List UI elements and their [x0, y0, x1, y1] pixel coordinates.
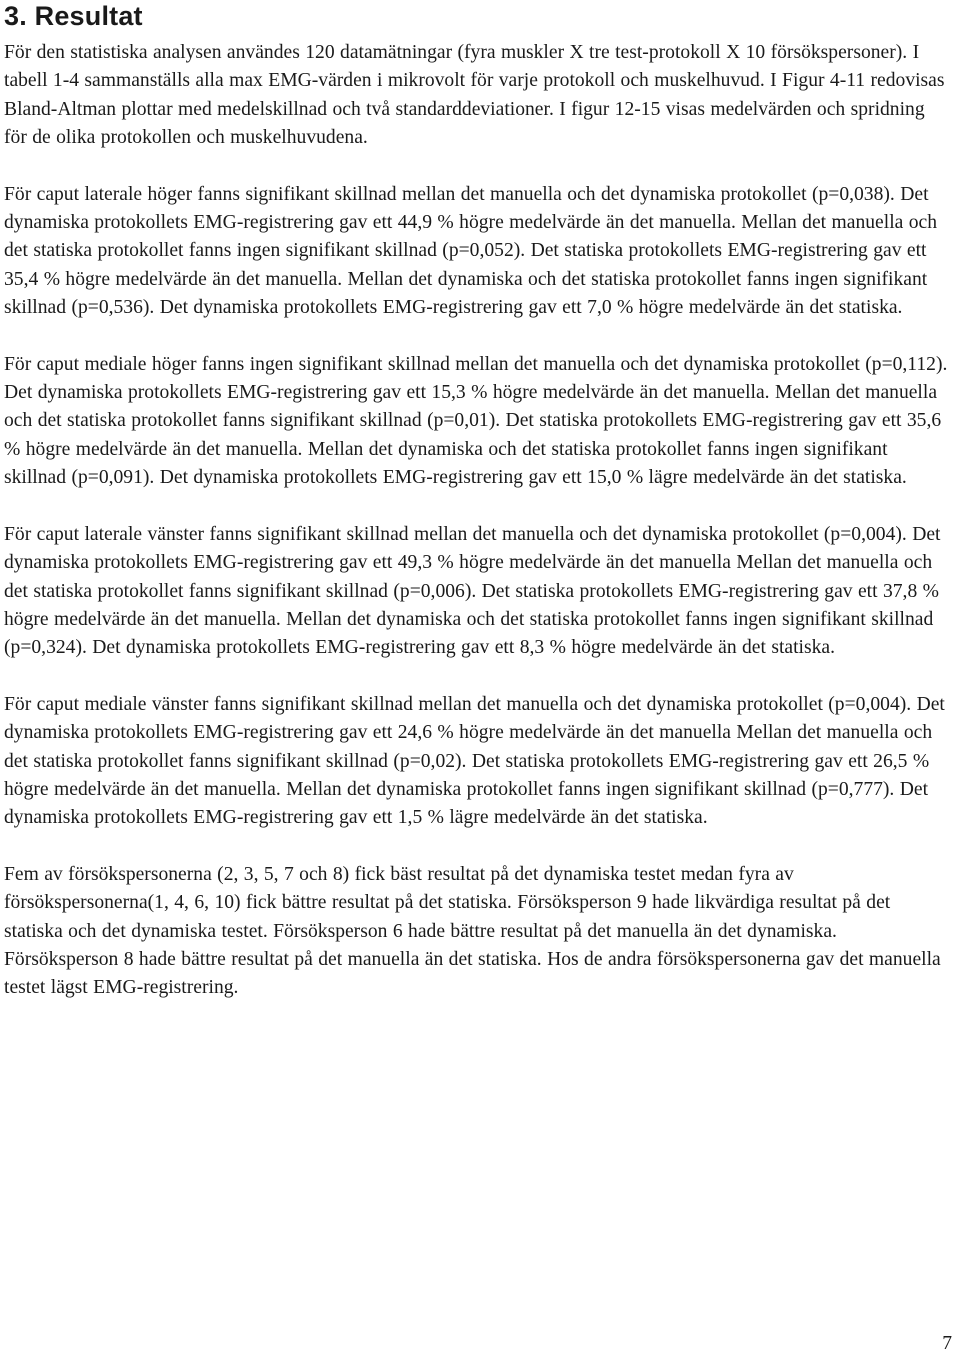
- paragraph-caput-laterale-hoger: För caput laterale höger fanns signifikant skillnad mellan det manuella och det dynamiska protokollet (p=0,038). Det dynamiska protokollets EMG-registrering gav ett 44,9 % högre medelvärde än det manuella. Mellan det manuella och det statiska protokollet fanns ingen signifikant skillnad (p=0,052). Det statiska protokollets EMG-registrering gav ett 35,4 % högre medelvärde än det manuella. Mellan det dynamiska och det statiska protokollet fanns ingen signifikant skillnad (p=0,536). Det dynamiska protokollets EMG-registrering gav ett 7,0 % högre medelvärde än det statiska.: [4, 183, 938, 319]
- paragraph-caput-mediale-hoger: För caput mediale höger fanns ingen signifikant skillnad mellan det manuella och det dynamiska protokollet (p=0,112). Det dynamiska protokollets EMG-registrering gav ett 15,3 % högre medelvärde än det manuella. Mellan det manuella och det statiska protokollet fanns signifikant skillnad (p=0,01). Det statiska protokollets EMG-registrering gav ett 35,6 % högre medelvärde än det manuella. Mellan det dynamiska och det statiska protokollet fanns ingen signifikant skillnad (p=0,091). Det dynamiska protokollets EMG-registrering gav ett 15,0 % lägre medelvärde än det statiska.: [4, 353, 948, 489]
- paragraph-caput-laterale-vanster: För caput laterale vänster fanns signifikant skillnad mellan det manuella och det dynamiska protokollet (p=0,004). Det dynamiska protokollets EMG-registrering gav ett 49,3 % högre medelvärde än det manuella Mellan det manuella och det statiska protokollet fanns signifikant skillnad (p=0,006). Det statiska protokollets EMG-registrering gav ett 37,8 % högre medelvärde än det manuella. Mellan det dynamiska och det statiska protokollet fanns ingen signifikant skillnad (p=0,324). Det dynamiska protokollets EMG-registrering gav ett 8,3 % högre medelvärde än det statiska.: [4, 523, 941, 659]
- page-number: 7: [942, 1333, 952, 1354]
- paragraph-subject-results: Fem av försökspersonerna (2, 3, 5, 7 och 8) fick bäst resultat på det dynamiska testet medan fyra av försökspersonerna(1, 4, 6, 10) fick bättre resultat på det statiska. Försöksperson 9 hade likvärdiga resultat på det statiska och det dynamiska testet. Försöksperson 6 hade bättre resultat på det manuella än det dynamiska. Försöksperson 8 hade bättre resultat på det manuella än det statiska. Hos de andra försökspersonerna gav det manuella testet lägst EMG-registrering.: [4, 863, 941, 999]
- paragraph-method-summary: För den statistiska analysen användes 120 datamätningar (fyra muskler X tre test-protokoll X 10 försökspersoner). I tabell 1-4 sammanställs alla max EMG-värden i mikrovolt för varje protokoll och muskelhuvud. I Figur 4-11 redovisas Bland-Altman plottar med medelskillnad och två standarddeviationer. I figur 12-15 visas medelvärden och spridning för de olika protokollen och muskelhuvudena.: [4, 42, 945, 149]
- paragraph-caput-mediale-vanster: För caput mediale vänster fanns signifikant skillnad mellan det manuella och det dynamiska protokollet (p=0,004). Det dynamiska protokollets EMG-registrering gav ett 24,6 % högre medelvärde än det manuella Mellan det manuella och det statiska protokollet fanns signifikant skillnad (p=0,02). Det statiska protokollets EMG-registrering gav ett 26,5 % högre medelvärde än det manuella. Mellan det dynamiska protokollet fanns ingen signifikant skillnad (p=0,777). Det dynamiska protokollets EMG-registrering gav ett 1,5 % lägre medelvärde än det statiska.: [4, 693, 945, 829]
- section-heading: 3. Resultat: [4, 1, 143, 31]
- document-page: [4, 0, 952, 1031]
